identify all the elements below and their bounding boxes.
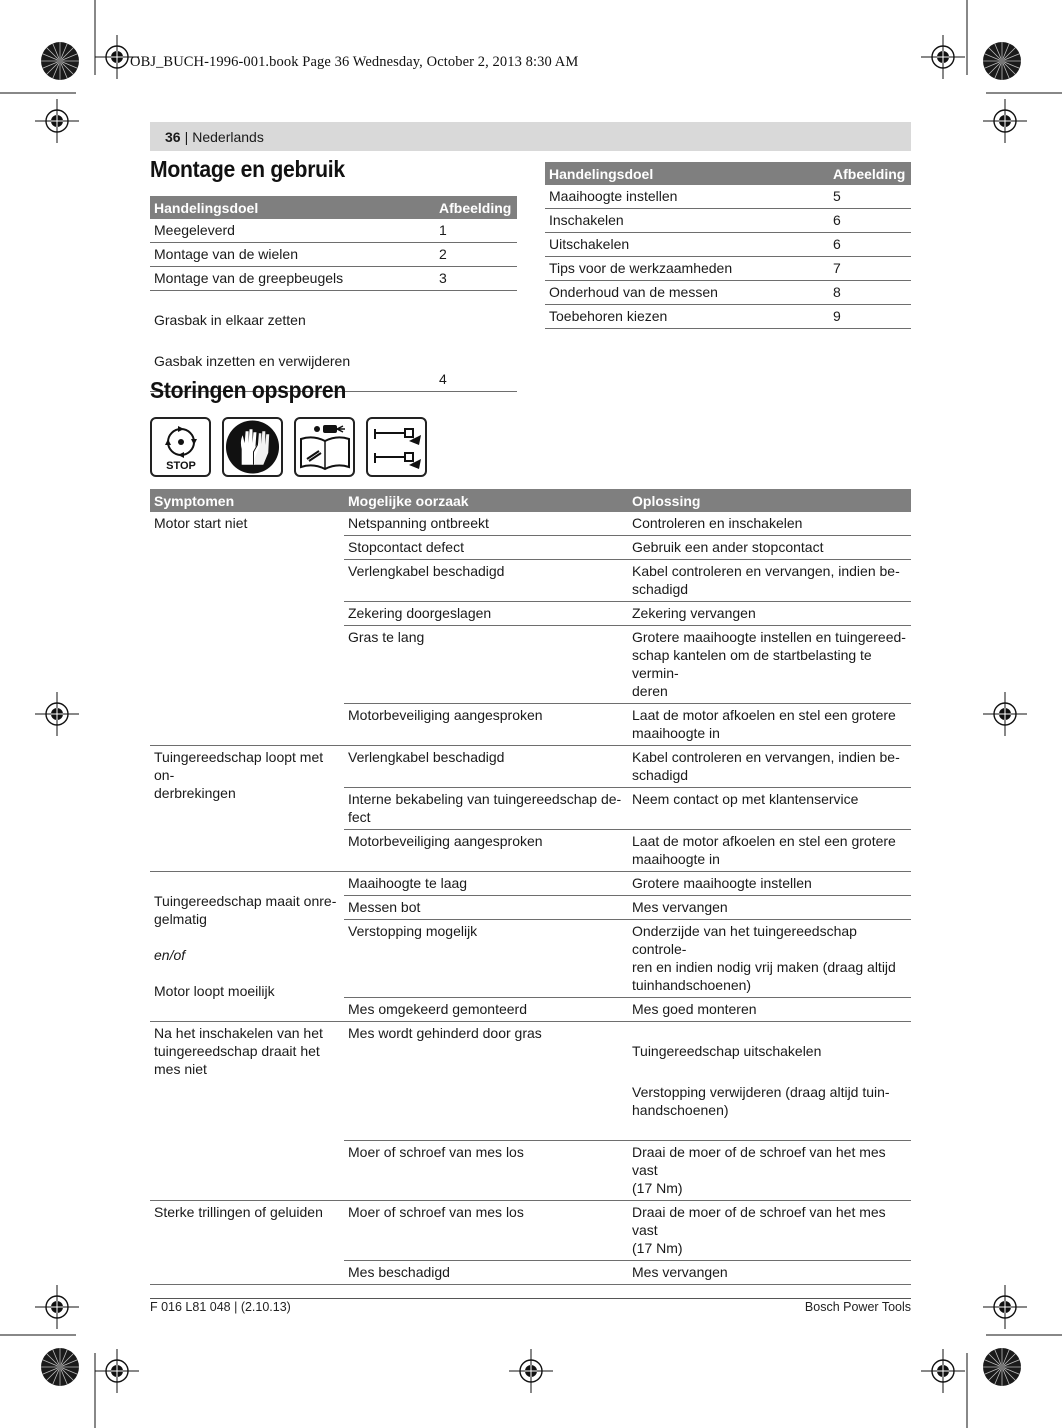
goal-cell: Onderhoud van de messen [545, 281, 829, 305]
solution-cell: Gebruik een ander stopcontact [628, 536, 911, 560]
column-header-goal: Handelingsdoel [150, 196, 435, 219]
figure-cell: 7 [829, 257, 911, 281]
solution-cell: Mes vervangen [628, 896, 911, 920]
column-header-goal: Handelingsdoel [545, 162, 829, 185]
table-row [150, 1201, 911, 1261]
troubleshooting-table [150, 489, 911, 1285]
goal-line: Gasbak inzetten en verwijderen [154, 353, 351, 369]
goal-line: Grasbak in elkaar zetten [154, 312, 306, 328]
section-title-storingen: Storingen opsporen [150, 377, 347, 403]
cause-cell: Stopcontact defect [344, 536, 628, 560]
table-row [545, 233, 911, 257]
solution-line: Tuingereedschap uitschakelen [632, 1043, 822, 1059]
solution-cell: Grotere maaihoogte instellen en tuingereed- schap kantelen om de startbelasting te vermin- deren [628, 626, 911, 704]
figure-cell: 4 [435, 291, 517, 392]
cause-cell: Motorbeveiliging aangesproken [344, 830, 628, 872]
figure-cell: 2 [435, 243, 517, 267]
table-header-row [150, 489, 911, 512]
symptom-cell: Tuingereedschap loopt met on- derbrekingen [150, 746, 344, 872]
table-row [150, 746, 911, 788]
footer-document-code: F 016 L81 048 | (2.10.13) [150, 1300, 291, 1314]
symptom-cell [150, 872, 344, 1022]
cause-cell: Moer of schroef van mes los [344, 1201, 628, 1261]
symptom-cell: Motor start niet [150, 512, 344, 746]
cause-cell: Mes wordt gehinderd door gras [344, 1022, 628, 1141]
solution-cell: Mes vervangen [628, 1261, 911, 1285]
figure-cell: 6 [829, 209, 911, 233]
solution-cell: Draai de moer of de schroef van het mes vast (17 Nm) [628, 1201, 911, 1261]
table-row [545, 281, 911, 305]
solution-cell: Zekering vervangen [628, 602, 911, 626]
table-row [150, 1022, 911, 1141]
table-row [150, 219, 517, 243]
figure-cell: 8 [829, 281, 911, 305]
column-header-figure: Afbeelding [829, 162, 911, 185]
column-header-cause: Mogelijke oorzaak [344, 489, 628, 512]
solution-cell: Mes goed monteren [628, 998, 911, 1022]
goal-cell: Meegeleverd [150, 219, 435, 243]
footer-divider [150, 1298, 911, 1299]
figure-cell: 9 [829, 305, 911, 329]
table-row [150, 872, 911, 896]
cause-cell: Gras te lang [344, 626, 628, 704]
symptom-line: Motor loopt moeilijk [154, 983, 275, 999]
table-header-row [545, 162, 911, 185]
running-header [150, 122, 911, 151]
goal-cell: Montage van de wielen [150, 243, 435, 267]
goal-cell: Tips voor de werkzaamheden [545, 257, 829, 281]
cause-cell: Interne bekabeling van tuingereedschap de- fect [344, 788, 628, 830]
column-header-symptom: Symptomen [150, 489, 344, 512]
figure-cell: 3 [435, 267, 517, 291]
footer-brand: Bosch Power Tools [804, 1300, 911, 1314]
montage-table-right [545, 162, 911, 329]
cause-cell: Messen bot [344, 896, 628, 920]
cause-cell: Mes omgekeerd gemonteerd [344, 998, 628, 1022]
goal-cell: Montage van de greepbeugels [150, 267, 435, 291]
table-row [545, 185, 911, 209]
goal-cell: Inschakelen [545, 209, 829, 233]
solution-cell: Neem contact op met klantenservice [628, 788, 911, 830]
column-header-solution: Oplossing [628, 489, 911, 512]
manual-icon [294, 417, 355, 477]
cause-cell: Mes beschadigd [344, 1261, 628, 1285]
header-separator: | [184, 128, 189, 145]
solution-cell: Draai de moer of de schroef van het mes vast (17 Nm) [628, 1141, 911, 1201]
symptom-cell: Na het inschakelen van het tuingereedschap draait het mes niet [150, 1022, 344, 1201]
solution-cell: Onderzijde van het tuingereedschap controle- ren en indien nodig vrij maken (draag altijd tuinhandschoenen) [628, 920, 911, 998]
figure-cell: 6 [829, 233, 911, 257]
cause-cell: Netspanning ontbreekt [344, 512, 628, 536]
cause-cell: Zekering doorgeslagen [344, 602, 628, 626]
language-label: Nederlands [192, 128, 264, 145]
symptom-line: Tuingereedschap maait onre- gelmatig [154, 893, 337, 927]
table-row [545, 305, 911, 329]
table-row [545, 209, 911, 233]
montage-table-left [150, 196, 517, 392]
stop-switch-icon [150, 417, 211, 477]
goal-cell: Toebehoren kiezen [545, 305, 829, 329]
symptom-connector: en/of [154, 947, 186, 963]
table-row [150, 267, 517, 291]
table-row [150, 243, 517, 267]
symptom-cell: Sterke trillingen of geluiden [150, 1201, 344, 1285]
solution-cell: Laat de motor afkoelen en stel een grotere maaihoogte in [628, 704, 911, 746]
table-row [150, 512, 911, 536]
cause-cell: Maaihoogte te laag [344, 872, 628, 896]
cause-cell: Verstopping mogelijk [344, 920, 628, 998]
safety-icons [150, 417, 427, 477]
unplug-icon [366, 417, 427, 477]
solution-cell: Kabel controleren en vervangen, indien be- schadigd [628, 746, 911, 788]
table-row [545, 257, 911, 281]
cause-cell: Verlengkabel beschadigd [344, 746, 628, 788]
print-job-header: OBJ_BUCH-1996-001.book Page 36 Wednesday, October 2, 2013 8:30 AM [130, 54, 579, 70]
stop-label: STOP [165, 460, 196, 472]
solution-cell: Controleren en inschakelen [628, 512, 911, 536]
goal-cell: Maaihoogte instellen [545, 185, 829, 209]
page-number: 36 [165, 128, 181, 145]
figure-cell: 1 [435, 219, 517, 243]
column-header-figure: Afbeelding [435, 196, 517, 219]
solution-cell: Grotere maaihoogte instellen [628, 872, 911, 896]
goal-cell: Uitschakelen [545, 233, 829, 257]
cause-cell: Verlengkabel beschadigd [344, 560, 628, 602]
table-header-row [150, 196, 517, 219]
solution-cell: Kabel controleren en vervangen, indien be- schadigd [628, 560, 911, 602]
solution-cell [628, 1022, 911, 1141]
gloves-icon [222, 417, 283, 477]
solution-cell: Laat de motor afkoelen en stel een grotere maaihoogte in [628, 830, 911, 872]
section-title-montage: Montage en gebruik [150, 156, 345, 182]
cause-cell: Motorbeveiliging aangesproken [344, 704, 628, 746]
cause-cell: Moer of schroef van mes los [344, 1141, 628, 1201]
figure-cell: 5 [829, 185, 911, 209]
solution-line: Verstopping verwijderen (draag altijd tuin- handschoenen) [632, 1084, 890, 1118]
